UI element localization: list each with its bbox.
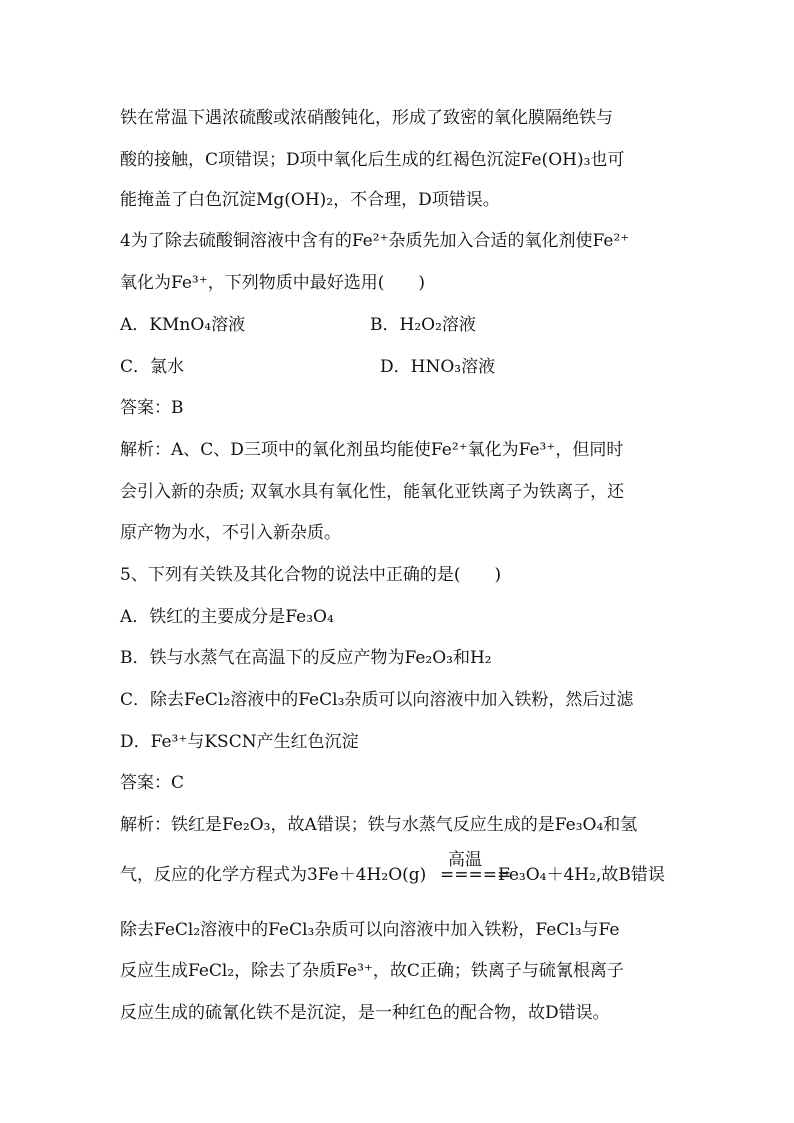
q4-option-d: D．HNO₃溶液 bbox=[380, 357, 496, 377]
q4-option-a: A．KMnO₄溶液 bbox=[120, 315, 246, 335]
question-4-stem-line: 氧化为Fe³⁺，下列物质中最好选用( ) bbox=[120, 273, 425, 293]
q5-analysis-line: 反应生成FeCl₂，除去了杂质Fe³⁺，故C正确；铁离子与硫氰根离子 bbox=[120, 961, 624, 981]
paragraph-line: 铁在常温下遇浓硫酸或浓硝酸钝化，形成了致密的氧化膜隔绝铁与 bbox=[120, 108, 613, 128]
question-5-stem: 5、下列有关铁及其化合物的说法中正确的是( ) bbox=[120, 565, 502, 585]
q5-analysis-line: 除去FeCl₂溶液中的FeCl₃杂质可以向溶液中加入铁粉，FeCl₃与Fe bbox=[120, 920, 620, 940]
q5-option-d: D．Fe³⁺与KSCN产生红色沉淀 bbox=[120, 732, 359, 752]
q5-analysis-equation-products: Fe₃O₄＋4H₂,故B错误 bbox=[498, 865, 665, 885]
q5-analysis-line: 解析：铁红是Fe₂O₃，故A错误；铁与水蒸气反应生成的是Fe₃O₄和氢 bbox=[120, 815, 638, 835]
q5-analysis-equation-text: 气，反应的化学方程式为3Fe＋4H₂O(g) bbox=[120, 865, 427, 885]
q4-answer: 答案：B bbox=[120, 398, 184, 418]
q5-option-a: A．铁红的主要成分是Fe₃O₄ bbox=[120, 607, 334, 627]
reaction-arrow: ===== bbox=[440, 865, 512, 885]
q4-analysis-line: 会引入新的杂质; 双氧水具有氧化性，能氧化亚铁离子为铁离子，还 bbox=[120, 482, 625, 502]
q5-analysis-line: 反应生成的硫氰化铁不是沉淀，是一种红色的配合物，故D错误。 bbox=[120, 1003, 610, 1023]
q4-analysis-line: 原产物为水，不引入新杂质。 bbox=[120, 523, 341, 543]
reaction-condition-label: 高温 bbox=[448, 850, 482, 870]
paragraph-line: 酸的接触，C项错误；D项中氧化后生成的红褐色沉淀Fe(OH)₃也可 bbox=[120, 150, 625, 170]
q5-option-b: B．铁与水蒸气在高温下的反应产物为Fe₂O₃和H₂ bbox=[120, 648, 492, 668]
q5-option-c: C．除去FeCl₂溶液中的FeCl₃杂质可以向溶液中加入铁粉，然后过滤 bbox=[120, 690, 634, 710]
question-4-stem-line: 4为了除去硫酸铜溶液中含有的Fe²⁺杂质先加入合适的氧化剂使Fe²⁺ bbox=[120, 231, 630, 251]
q5-answer: 答案：C bbox=[120, 773, 185, 793]
q4-option-b: B．H₂O₂溶液 bbox=[370, 315, 476, 335]
paragraph-line: 能掩盖了白色沉淀Mg(OH)₂，不合理，D项错误。 bbox=[120, 190, 500, 210]
q4-option-c: C．氯水 bbox=[120, 357, 185, 377]
q4-analysis-line: 解析：A、C、D三项中的氧化剂虽均能使Fe²⁺氧化为Fe³⁺，但同时 bbox=[120, 440, 624, 460]
